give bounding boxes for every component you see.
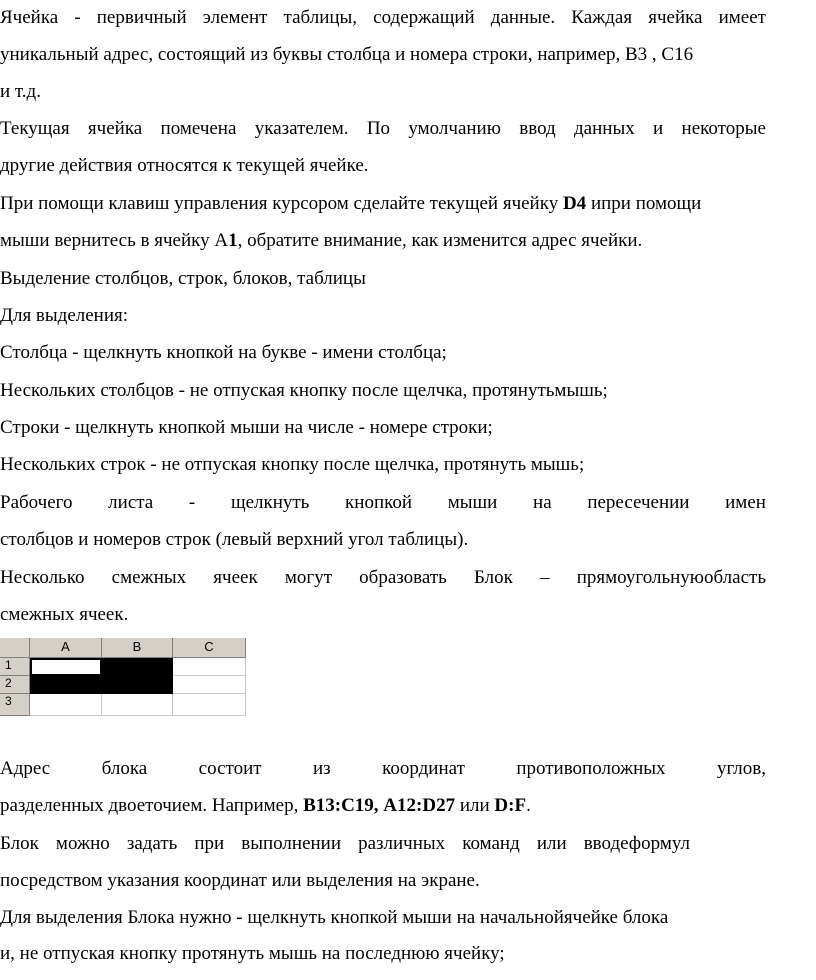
select-columns: Нескольких столбцов - не отпуская кнопку после щелчка, протянутьмышь; — [0, 380, 608, 401]
cell-a1-active — [30, 658, 102, 676]
cell-b1-selected — [102, 658, 173, 676]
text-run: ипри помощи — [586, 193, 702, 214]
word: мыши — [447, 492, 498, 513]
select-block-line2: и, не отпуская кнопку протянуть мышь на последнюю ячейку; — [0, 943, 505, 964]
cell-b3 — [102, 694, 173, 716]
word: Каждая — [571, 7, 633, 28]
word: – — [540, 567, 550, 588]
cell-a3 — [30, 694, 102, 716]
word: вводеформул — [583, 833, 690, 854]
word: ввод — [519, 118, 556, 139]
word: задать — [126, 833, 178, 854]
word: ячейка — [648, 7, 703, 28]
select-all-corner — [0, 638, 30, 658]
word: первичный — [96, 7, 187, 28]
row-header-3: 3 — [0, 694, 30, 716]
para1-line2: уникальный адрес, состоящий из буквы столбца и номера строки, например, В3 , С16 — [0, 44, 694, 65]
word: таблицы, — [283, 7, 358, 28]
cell-a2-selected — [30, 676, 102, 694]
word: можно — [55, 833, 110, 854]
block-line2: смежных ячеек. — [0, 604, 129, 625]
set-block-line2: посредством указания координат или выделения на экране. — [0, 870, 480, 891]
word: Блок — [473, 567, 513, 588]
word: - — [74, 7, 81, 28]
word: могут — [284, 567, 332, 588]
select-sheet-line2: столбцов и номеров строк (левый верхний угол таблицы). — [0, 529, 469, 550]
word: Адрес — [0, 758, 51, 779]
word: ячейка — [87, 118, 143, 139]
word: или — [536, 833, 567, 854]
address-example: В13:С19, А12:D27 — [303, 795, 456, 816]
word: указателем. — [254, 118, 349, 139]
word: прямоугольнуюобласть — [576, 567, 766, 588]
cell-b2-selected — [102, 676, 173, 694]
cell-ref-d4: D4 — [562, 193, 587, 214]
para3-line2 — [0, 229, 766, 253]
row-header-2: 2 — [0, 676, 30, 694]
word: команд — [462, 833, 520, 854]
word: Рабочего — [0, 492, 73, 513]
text-run: . — [526, 795, 531, 816]
text-run: или — [455, 795, 495, 816]
select-row: Строки - щелкнуть кнопкой мыши на числе - номере строки; — [0, 417, 493, 438]
para1-line1 — [0, 6, 766, 30]
word: умолчанию — [408, 118, 501, 139]
select-column: Столбца - щелкнуть кнопкой на букве - имени столбца; — [0, 342, 447, 363]
select-block-line1: Для выделения Блока нужно - щелкнуть кнопкой мыши на начальнойячейке блока — [0, 907, 669, 928]
spreadsheet-illustration — [0, 638, 246, 718]
word: содержащий — [373, 7, 475, 28]
word: образовать — [359, 567, 447, 588]
select-sheet-line1 — [0, 491, 766, 515]
word: Ячейка — [0, 7, 59, 28]
text-run: , обратите внимание, как изменится адрес ячейки. — [237, 230, 643, 251]
column-header-b: B — [102, 638, 173, 658]
word: листа — [108, 492, 154, 513]
cell-c3 — [173, 694, 246, 716]
address-line2 — [0, 794, 766, 818]
para1-line3: и т.д. — [0, 81, 41, 102]
cell-c1 — [173, 658, 246, 676]
para3-line1 — [0, 192, 766, 216]
text-run: разделенных двоеточием. Например, — [0, 795, 304, 816]
word: противоположных — [516, 758, 666, 779]
select-rows: Нескольких строк - не отпуская кнопку после щелчка, протянуть мышь; — [0, 454, 585, 475]
set-block-line1 — [0, 832, 690, 856]
word: данных — [574, 118, 635, 139]
section-heading: Выделение столбцов, строк, блоков, таблицы — [0, 268, 366, 289]
word: имеет — [718, 7, 766, 28]
word: - — [188, 492, 196, 513]
para2-line2: другие действия относятся к текущей ячейке. — [0, 155, 369, 176]
word: из — [312, 758, 331, 779]
for-selection: Для выделения: — [0, 305, 129, 326]
word: Блок — [0, 833, 39, 854]
word: при — [194, 833, 225, 854]
address-line1 — [0, 757, 766, 781]
word: некоторые — [681, 118, 766, 139]
word: Текущая — [0, 118, 70, 139]
address-example: D:F — [494, 795, 527, 816]
word: щелкнуть — [230, 492, 310, 513]
word: имен — [725, 492, 766, 513]
word: Несколько — [0, 567, 85, 588]
word: координат — [382, 758, 465, 779]
word: смежных — [111, 567, 187, 588]
column-header-c: C — [173, 638, 246, 658]
text-run: мыши вернитесь в ячейку А — [0, 230, 229, 251]
word: состоит — [198, 758, 262, 779]
word: выполнении — [241, 833, 342, 854]
word: углов, — [716, 758, 766, 779]
row-header-1: 1 — [0, 658, 30, 676]
word: и — [653, 118, 664, 139]
word: блока — [101, 758, 148, 779]
block-line1 — [0, 566, 766, 590]
para2-line1 — [0, 117, 766, 141]
word: различных — [358, 833, 446, 854]
word: пересечении — [587, 492, 690, 513]
word: элемент — [202, 7, 268, 28]
cell-ref-a1: 1 — [228, 230, 238, 251]
word: помечена — [160, 118, 237, 139]
word: кнопкой — [345, 492, 413, 513]
word: По — [366, 118, 391, 139]
word: данные. — [490, 7, 556, 28]
column-header-a: A — [30, 638, 102, 658]
word: на — [533, 492, 552, 513]
word: ячеек — [213, 567, 258, 588]
text-run: При помощи клавиш управления курсором сделайте текущей ячейку — [0, 193, 563, 214]
cell-c2 — [173, 676, 246, 694]
